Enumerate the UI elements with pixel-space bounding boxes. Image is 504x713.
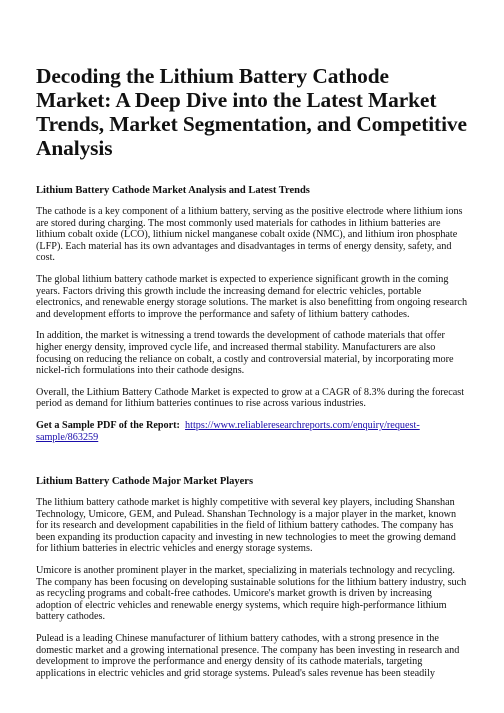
section-heading-players: Lithium Battery Cathode Major Market Players	[36, 476, 254, 488]
paragraph: The lithium battery cathode market is highly competitive with several key players, including Shanshan Technology, Umicore, GEM, and Pulead. Shanshan Technology is a major player in the market, known for its research and development capabilities in the field of lithium battery cathodes. The company has been expanding its production capacity and investing in new technologies to meet the growing demand for lithium batteries in electric vehicles and energy storage systems.	[36, 497, 457, 555]
section-heading-analysis: Lithium Battery Cathode Market Analysis and Latest Trends	[36, 185, 310, 196]
paragraph: The cathode is a key component of a lithium battery, serving as the positive electrode where lithium ions are stored during charging. The most commonly used materials for cathodes in lithium batteries are lithium cobalt oxide (LCO), lithium nickel manganese cobalt oxide (NMC), and lithium iron phosphate (LFP). Each material has its own advantages and disadvantages in terms of energy density, safety, and cost.	[36, 206, 463, 264]
paragraph: Overall, the Lithium Battery Cathode Market is expected to grow at a CAGR of 8.3% during the forecast period as demand for lithium batteries continues to rise across various industries.	[36, 386, 465, 410]
paragraph: In addition, the market is witnessing a trend towards the development of cathode materials that offer higher energy density, improved cycle life, and increased thermal stability. Manufacturers are also focusing on reducing the reliance on cobalt, a costly and controversial material, by incorporating more nickel-rich formulations into their cathode designs.	[36, 330, 454, 377]
paragraph: Umicore is another prominent player in the market, specializing in materials technology and recycling. The company has been focusing on developing sustainable solutions for the lithium battery industry, such as recycling programs and cobalt-free cathodes. Umicore's market growth is driven by increasing adoption of electric vehicles and renewable energy systems, which require high-performance lithium battery cathodes.	[36, 565, 467, 623]
sample-pdf-label: Get a Sample PDF of the Report:	[36, 419, 180, 431]
paragraph: The global lithium battery cathode market is expected to experience significant growth in the coming years. Factors driving this growth include the increasing demand for electric vehicles, portable electronics, and renewable energy storage solutions. The market is also benefitting from ongoing research and development efforts to improve the performance and safety of lithium battery cathodes.	[36, 273, 468, 320]
sample-pdf-line	[36, 420, 468, 443]
page-title: Decoding the Lithium Battery Cathode Market: A Deep Dive into the Latest Market Trends, Market Segmentation, and Competitive Analysis	[36, 64, 467, 160]
paragraph: Pulead is a leading Chinese manufacturer of lithium battery cathodes, with a strong presence in the domestic market and a growing international presence. The company has been investing in research and development to improve the performance and energy density of its cathode materials, targeting applications in electric vehicles and grid storage systems. Pulead's sales revenue has been steadily	[36, 633, 460, 679]
sample-pdf-link[interactable]: https://www.reliableresearchreports.com/enquiry/request-sample/863259	[36, 419, 420, 443]
section-spacer	[36, 443, 468, 475]
